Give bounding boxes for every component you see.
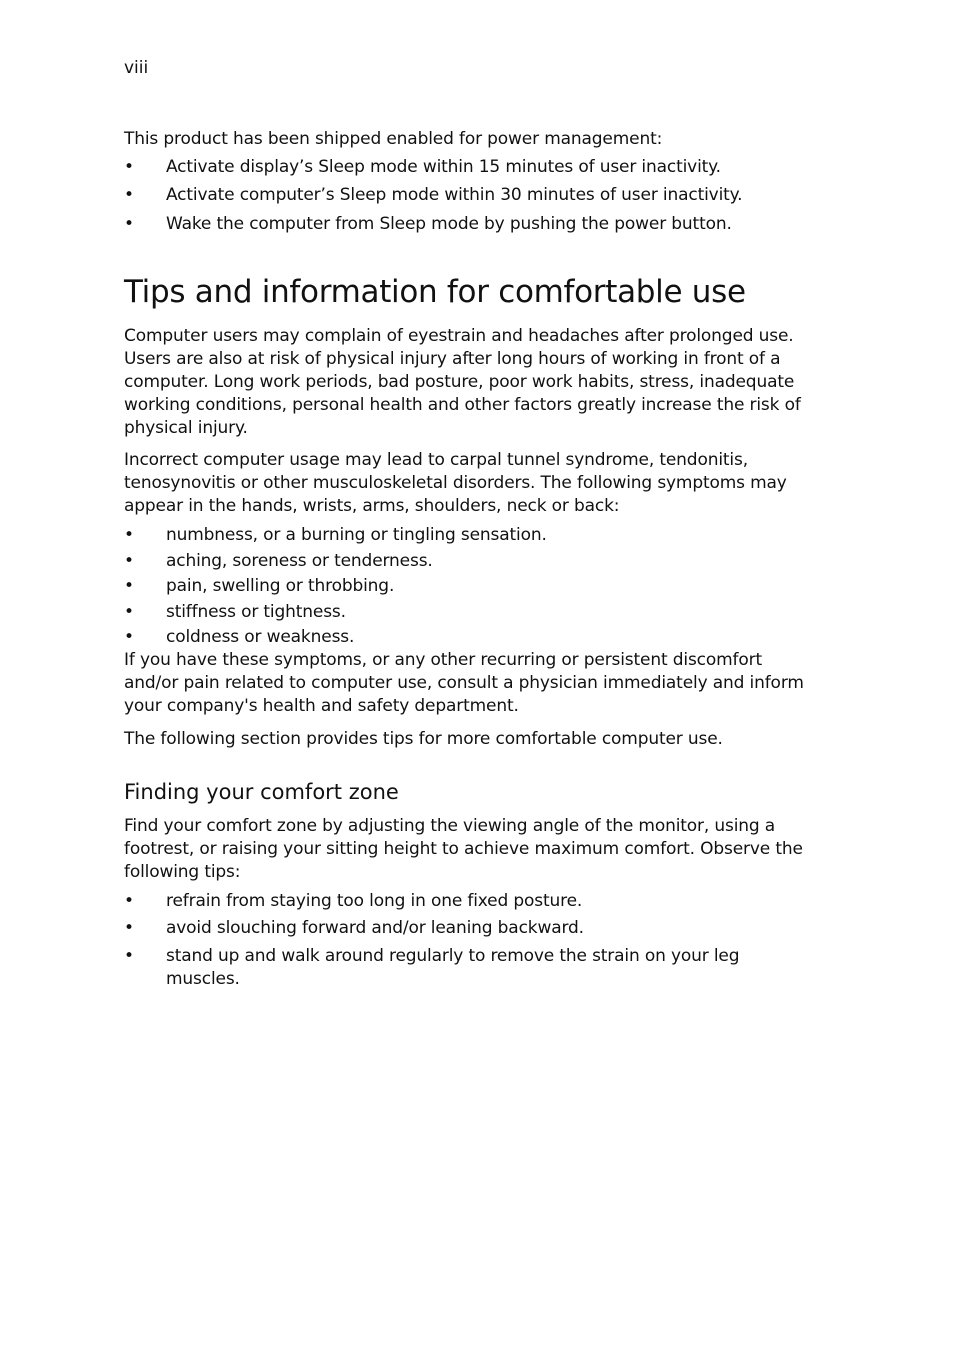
list-item	[124, 917, 814, 945]
list-item	[124, 213, 814, 236]
list-item	[124, 626, 814, 649]
list-item-text: Activate computer’s Sleep mode within 30 minutes of user inactivity.	[166, 185, 743, 205]
list-item	[124, 156, 814, 184]
list-item-text: numbness, or a burning or tingling sensation.	[166, 525, 547, 545]
tips-paragraph-4: The following section provides tips for more comfortable computer use.	[124, 729, 723, 749]
bullet-glyph: •	[124, 185, 134, 205]
tips-paragraph-3: If you have these symptoms, or any other recurring or persistent discomfort and/or pain related to computer use, consult a physician immediately and inform your company's health and safety department.	[124, 650, 804, 716]
list-item-text: refrain from staying too long in one fixed posture.	[166, 891, 583, 911]
power-intro: This product has been shipped enabled for power management:	[124, 129, 663, 149]
symptoms-list	[124, 524, 814, 649]
bullet-glyph: •	[124, 627, 134, 647]
subsection-heading: Finding your comfort zone	[124, 780, 399, 804]
comfort-paragraph: Find your comfort zone by adjusting the viewing angle of the monitor, using a footrest, or raising your sitting height to achieve maximum comfort. Observe the following tips:	[124, 816, 803, 882]
bullet-glyph: •	[124, 550, 134, 571]
bullet-glyph: •	[124, 157, 134, 177]
bullet-glyph: •	[124, 601, 134, 622]
bullet-glyph: •	[124, 891, 134, 911]
list-item	[124, 890, 814, 917]
list-item	[124, 601, 814, 627]
bullet-glyph: •	[124, 576, 134, 596]
bullet-glyph: •	[124, 918, 134, 938]
page-number: viii	[124, 58, 149, 78]
comfort-list	[124, 890, 814, 991]
list-item	[124, 524, 814, 550]
list-item-text: avoid slouching forward and/or leaning backward.	[166, 918, 584, 938]
list-item	[124, 550, 814, 576]
list-item-text: stiffness or tightness.	[166, 601, 346, 622]
list-item-text: Wake the computer from Sleep mode by pushing the power button.	[166, 214, 732, 234]
list-item-text: coldness or weakness.	[166, 627, 355, 647]
bullet-glyph: •	[124, 214, 134, 234]
tips-paragraph-2: Incorrect computer usage may lead to carpal tunnel syndrome, tendonitis, tenosynovitis or other musculoskeletal disorders. The following symptoms may appear in the hands, wrists, arms, shoulders, neck or back:	[124, 450, 787, 516]
bullet-glyph: •	[124, 946, 134, 966]
section-heading: Tips and information for comfortable use	[124, 274, 746, 310]
list-item	[124, 184, 814, 213]
list-item-text: Activate display’s Sleep mode within 15 minutes of user inactivity.	[166, 157, 721, 177]
tips-paragraph-1: Computer users may complain of eyestrain and headaches after prolonged use. Users are also at risk of physical injury after long hours of working in front of a computer. Long work periods, bad posture, poor work habits, stress, inadequate working conditions, personal health and other factors greatly increase the risk of physical injury.	[124, 326, 801, 438]
power-list	[124, 156, 814, 236]
list-item-text: stand up and walk around regularly to remove the strain on your leg muscles.	[166, 946, 740, 989]
list-item	[124, 575, 814, 601]
list-item	[124, 945, 814, 991]
list-item-text: aching, soreness or tenderness.	[166, 550, 433, 571]
list-item-text: pain, swelling or throbbing.	[166, 576, 395, 596]
bullet-glyph: •	[124, 525, 134, 545]
